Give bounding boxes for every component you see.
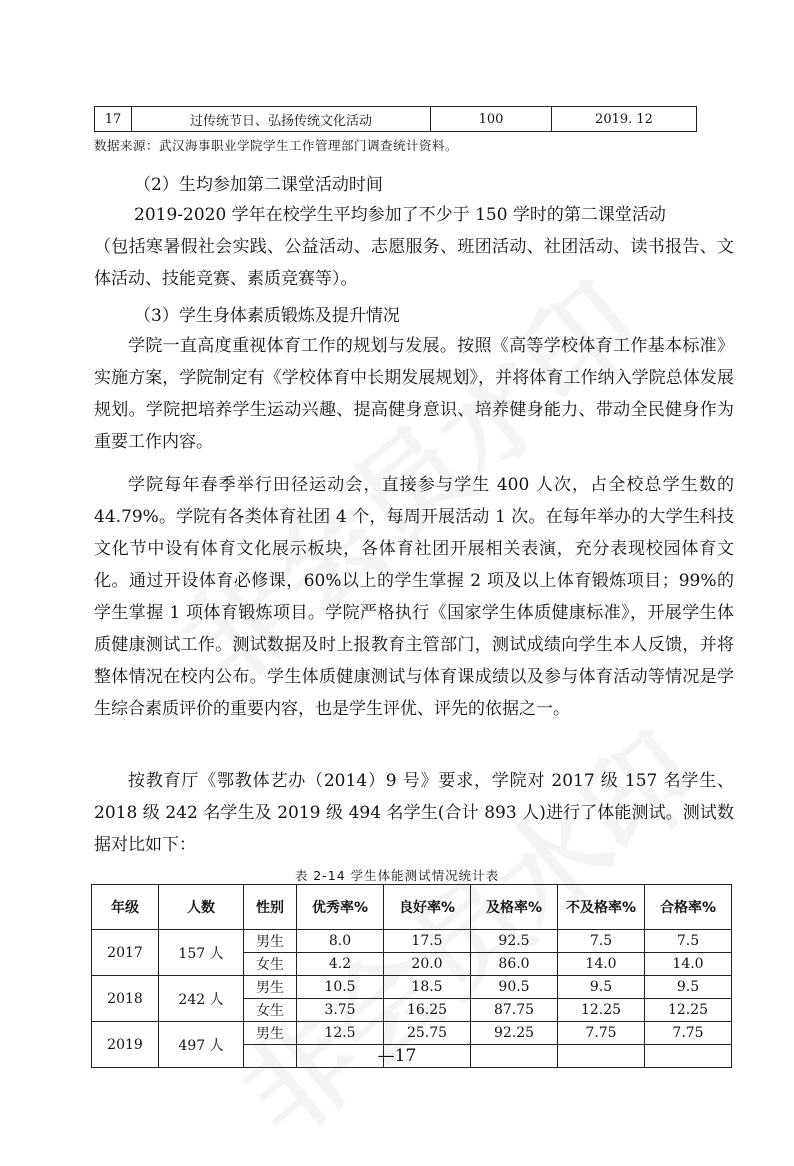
- cell-fail: 14.0: [558, 953, 645, 976]
- cell-gender: 男生: [244, 1022, 297, 1045]
- cell-fail: 9.5: [558, 976, 645, 999]
- section-heading-2: （2）生均参加第二课堂活动时间: [134, 175, 383, 195]
- paragraph-sports-meet: 学院每年春季举行田径运动会，直接参与学生 400 人次，占全校总学生数的 44.79%。学院有各类体育社团 4 个，每周开展活动 1 次。在每年举办的大学生科技文化节中设有体育文化展示板块，各体育社团开展相关表演，充分表现校园体育文化。通过开设体育必修课，60%以上的学生掌握 2 项及以上体育锻炼项目；99%的学生掌握 1 项体育锻炼项目。学院严格执行《国家学生体质健康标准》，开展学生体质健康测试工作。测试数据及时上报教育主管部门，测试成绩向学生本人反馈，并将整体情况在校内公布。学生体质健康测试与体育课成绩以及参与体育活动等情况是学生综合素质评价的重要内容，也是学生评优、评先的依据之一。: [94, 475, 734, 719]
- row-activity: 过传统节日、弘扬传统文化活动: [132, 107, 431, 132]
- cell-grade: 2019: [92, 1022, 159, 1068]
- cell-count: 157 人: [159, 930, 244, 976]
- header-grade: 年级: [92, 885, 159, 930]
- cell-excellent: 4.2: [297, 953, 384, 976]
- header-excellent: 优秀率%: [297, 885, 384, 930]
- cell-gender: 女生: [244, 999, 297, 1022]
- cell-excellent: 10.5: [297, 976, 384, 999]
- cell-qualified: 12.25: [645, 999, 732, 1022]
- paragraph-fitness-test: 按教育厅《鄂教体艺办（2014）9 号》要求，学院对 2017 级 157 名学生、2018 级 242 名学生及 2019 级 494 名学生(合计 893 人)进行了体能测试。测试数据对比如下：: [94, 771, 734, 855]
- cell-pass: 92.5: [471, 930, 558, 953]
- cell-fail: 7.5: [558, 930, 645, 953]
- cell-excellent: 12.5: [297, 1022, 384, 1045]
- header-qualified: 合格率%: [645, 885, 732, 930]
- table-header-row: [92, 885, 732, 930]
- cell-gender: 男生: [244, 930, 297, 953]
- cell-good: 20.0: [384, 953, 471, 976]
- header-fail: 不及格率%: [558, 885, 645, 930]
- cell-gender: 女生: [244, 953, 297, 976]
- fitness-test-table: [91, 884, 732, 1068]
- cell-qualified: 7.75: [645, 1022, 732, 1045]
- cell-grade: 2017: [92, 930, 159, 976]
- table-row: [92, 1022, 732, 1045]
- table-caption: 表 2-14 学生体能测试情况统计表: [294, 868, 500, 883]
- cell-count: 497 人: [159, 1022, 244, 1068]
- row-no: 17: [95, 107, 132, 132]
- page-number: —17: [377, 1046, 417, 1066]
- header-gender: 性别: [244, 885, 297, 930]
- cell-good: 25.75: [384, 1022, 471, 1045]
- activity-table-tail: [94, 106, 697, 132]
- header-pass: 及格率%: [471, 885, 558, 930]
- cell-qualified: 7.5: [645, 930, 732, 953]
- cell-grade: 2018: [92, 976, 159, 1022]
- table-row: [92, 930, 732, 953]
- table-row: [92, 976, 732, 999]
- paragraph-second-classroom-rest: （包括寒暑假社会实践、公益活动、志愿服务、班团活动、社团活动、读书报告、文体活动、技能竞赛、素质竞赛等）。: [94, 237, 734, 289]
- cell-qualified: 14.0: [645, 953, 732, 976]
- cell-good: 16.25: [384, 999, 471, 1022]
- cell-fail: 12.25: [558, 999, 645, 1022]
- paragraph-second-classroom-line1: 2019-2020 学年在校学生平均参加了不少于 150 学时的第二课堂活动: [134, 205, 666, 225]
- paragraph-pe-plan: 学院一直高度重视体育工作的规划与发展。按照《高等学校体育工作基本标准》实施方案，学院制定有《学校体育中长期发展规划》，并将体育工作纳入学院总体发展规划。学院把培养学生运动兴趣、提高健身意识、培养健身能力、带动全民健身作为重要工作内容。: [94, 336, 734, 452]
- data-source-note: 数据来源：武汉海事职业学院学生工作管理部门调查统计资料。: [94, 138, 459, 153]
- cell-pass: 87.75: [471, 999, 558, 1022]
- header-count: 人数: [159, 885, 244, 930]
- row-date: 2019. 12: [552, 107, 697, 132]
- cell-excellent: 8.0: [297, 930, 384, 953]
- cell-pass: 86.0: [471, 953, 558, 976]
- cell-pass: 92.25: [471, 1022, 558, 1045]
- cell-good: 18.5: [384, 976, 471, 999]
- cell-excellent: 3.75: [297, 999, 384, 1022]
- table-row: [95, 107, 697, 132]
- row-count: 100: [431, 107, 552, 132]
- cell-fail: 7.75: [558, 1022, 645, 1045]
- section-heading-3: （3）学生身体素质锻炼及提升情况: [134, 306, 400, 326]
- cell-qualified: 9.5: [645, 976, 732, 999]
- cell-gender: 男生: [244, 976, 297, 999]
- header-good: 良好率%: [384, 885, 471, 930]
- cell-pass: 90.5: [471, 976, 558, 999]
- cell-good: 17.5: [384, 930, 471, 953]
- cell-count: 242 人: [159, 976, 244, 1022]
